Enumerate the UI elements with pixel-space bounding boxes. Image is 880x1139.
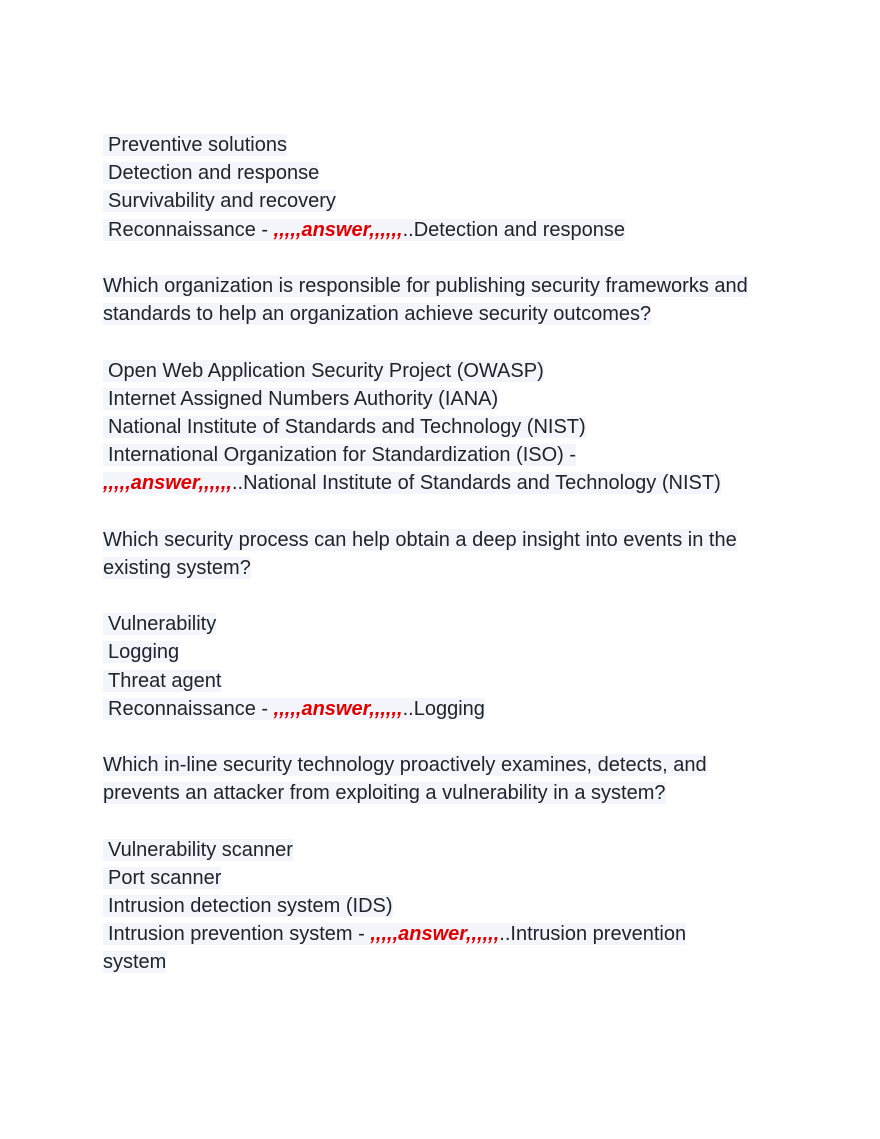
option-text: Logging: [103, 641, 179, 663]
question-text: standards to help an organization achieve security outcomes?: [103, 303, 652, 326]
question-line: [103, 526, 783, 554]
option-text: Detection and response: [103, 162, 319, 184]
option-line: [103, 836, 783, 864]
option-text: Reconnaissance -: [108, 697, 274, 720]
option-line: [103, 892, 783, 920]
option-text: Intrusion detection system (IDS): [103, 895, 393, 917]
option-text: Vulnerability scanner: [103, 839, 293, 861]
option-line: [103, 159, 783, 187]
answer-text: ..Intrusion prevention: [499, 923, 687, 946]
answer-line: [103, 216, 783, 244]
question-line: [103, 554, 783, 582]
option-line: [103, 441, 783, 469]
answer-marker: ,,,,,answer,,,,,,: [103, 472, 232, 495]
answer-line: [103, 920, 783, 948]
option-text: Preventive solutions: [103, 134, 287, 156]
document-content: [103, 131, 783, 977]
answer-marker: ,,,,,answer,,,,,,: [273, 218, 403, 241]
option-text: Port scanner: [103, 867, 221, 889]
option-text: Threat agent: [103, 670, 221, 692]
option-line: [103, 413, 783, 441]
answer-marker: ,,,,,answer,,,,,,: [370, 923, 500, 946]
question-text: prevents an attacker from exploiting a vulnerability in a system?: [103, 782, 666, 805]
option-text: Survivability and recovery: [103, 190, 336, 212]
answer-text: ..Detection and response: [402, 218, 625, 241]
option-text: International Organization for Standardization (ISO) -: [103, 444, 576, 466]
option-line: [103, 864, 783, 892]
question-line: [103, 300, 783, 328]
answer-line: [103, 695, 783, 723]
question-line: [103, 779, 783, 807]
question-text: Which in-line security technology proactively examines, detects, and: [103, 754, 707, 777]
answer-line: [103, 469, 783, 497]
option-line: [103, 187, 783, 215]
option-line: [103, 385, 783, 413]
answer-text: system: [103, 951, 167, 974]
option-line: [103, 131, 783, 159]
option-line: [103, 667, 783, 695]
option-line: [103, 610, 783, 638]
option-text: Vulnerability: [103, 613, 216, 635]
answer-line-continued: [103, 948, 783, 976]
answer-text: ..National Institute of Standards and Technology (NIST): [231, 472, 721, 495]
answer-marker: ,,,,,answer,,,,,,: [273, 697, 403, 720]
question-text: existing system?: [103, 556, 251, 579]
option-line: [103, 357, 783, 385]
option-text: Open Web Application Security Project (OWASP): [103, 360, 544, 382]
answer-text: ..Logging: [402, 697, 485, 720]
question-line: [103, 272, 783, 300]
question-text: Which organization is responsible for publishing security frameworks and: [103, 274, 748, 297]
question-text: Which security process can help obtain a deep insight into events in the: [103, 528, 737, 551]
option-text: Intrusion prevention system -: [108, 923, 371, 946]
option-text: National Institute of Standards and Technology (NIST): [103, 416, 586, 438]
option-text: Internet Assigned Numbers Authority (IANA): [103, 388, 498, 410]
question-line: [103, 751, 783, 779]
option-text: Reconnaissance -: [108, 218, 274, 241]
option-line: [103, 638, 783, 666]
